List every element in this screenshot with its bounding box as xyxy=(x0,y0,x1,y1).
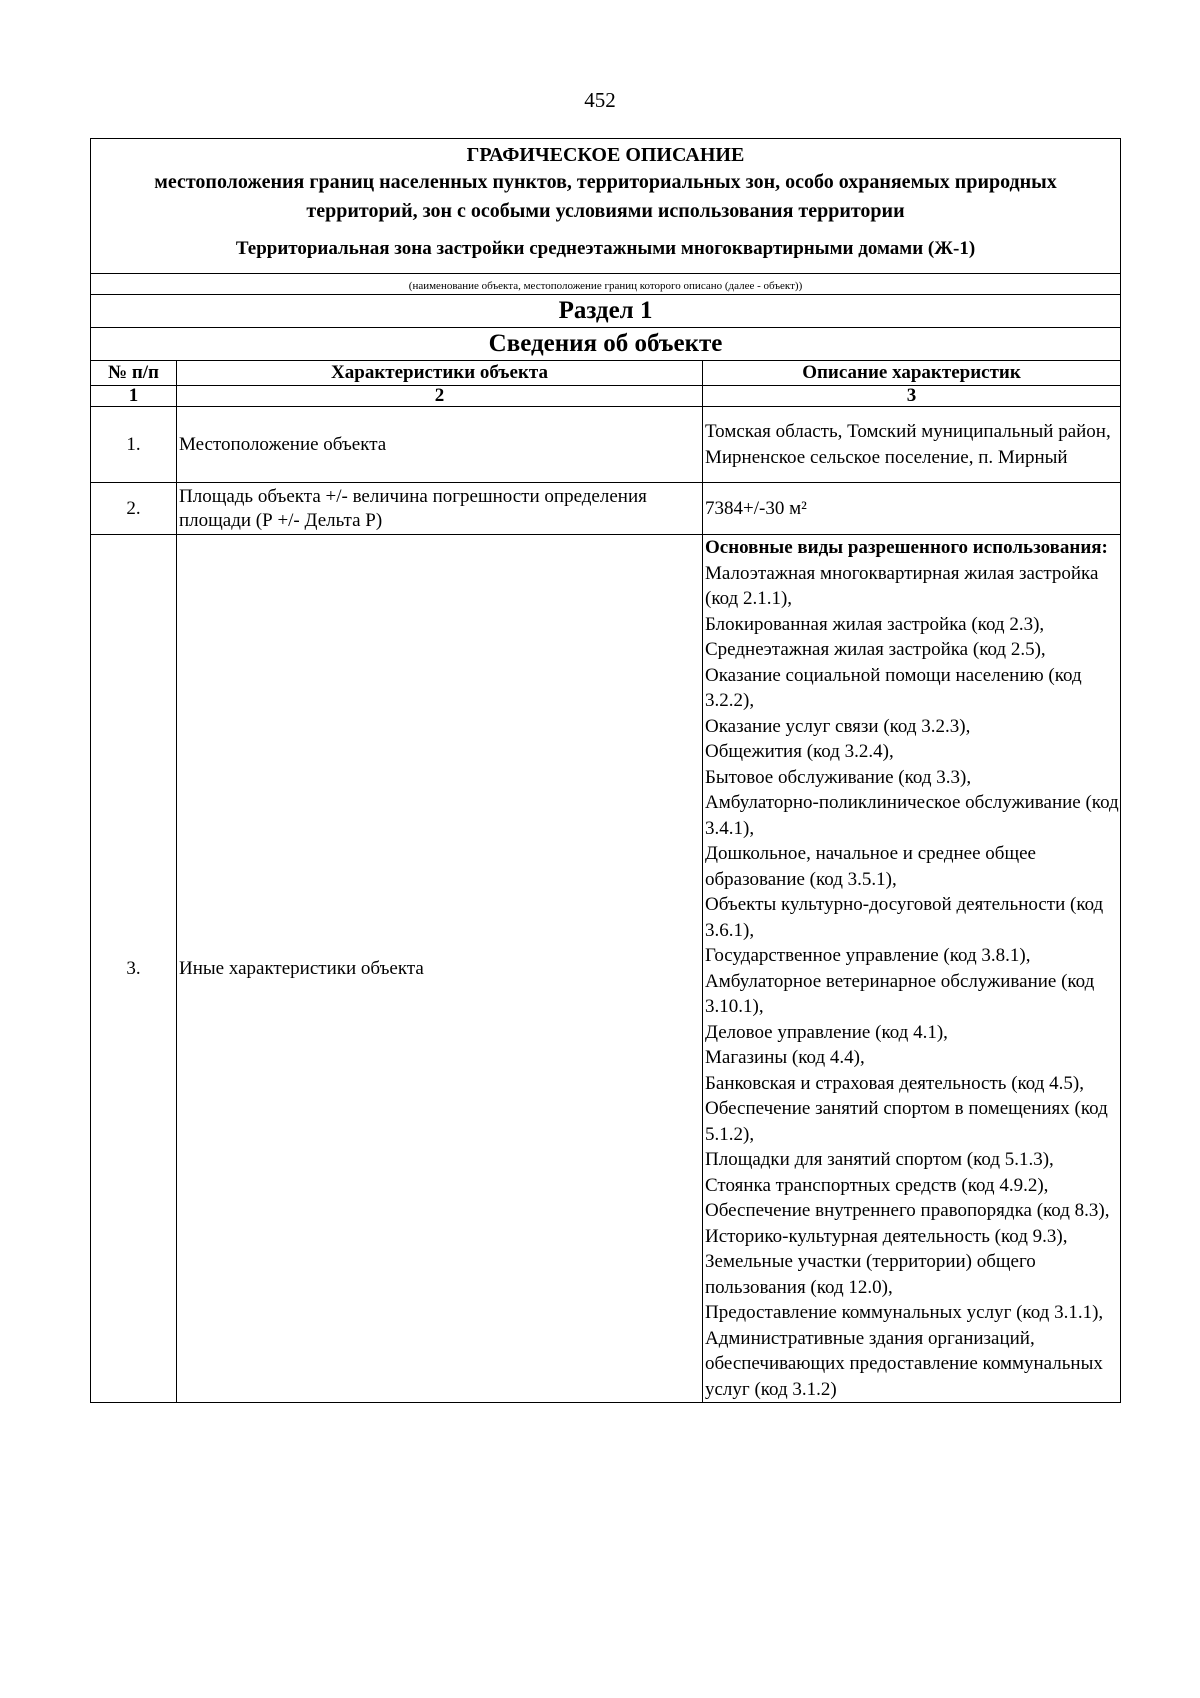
permitted-use-item: Историко-культурная деятельность (код 9.3), xyxy=(705,1225,1068,1247)
column-number-2: 2 xyxy=(177,386,703,407)
row-number: 2. xyxy=(91,483,177,535)
permitted-use-item: Бытовое обслуживание (код 3.3), xyxy=(705,766,972,788)
section-title: Сведения об объекте xyxy=(91,328,1121,361)
column-header-characteristic: Характеристики объекта xyxy=(177,361,703,386)
permitted-use-item: Среднеэтажная жилая застройка (код 2.5), xyxy=(705,639,1046,660)
description-table xyxy=(90,138,1121,1403)
permitted-use-item: Оказание социальной помощи населению (код 3.2.2), xyxy=(705,664,1082,711)
page-number: 452 xyxy=(584,88,616,112)
object-caption: (наименование объекта, местоположение границ которого описано (далее - объект)) xyxy=(91,277,1121,295)
caption-row xyxy=(91,277,1121,295)
permitted-use-item: Предоставление коммунальных услуг (код 3.1.1), xyxy=(705,1302,1104,1323)
header-row xyxy=(91,139,1121,274)
permitted-uses-heading: Основные виды разрешенного использования: xyxy=(705,537,1108,558)
document-header xyxy=(91,139,1121,274)
column-number-3: 3 xyxy=(703,386,1121,407)
permitted-use-item: Магазины (код 4.4), xyxy=(705,1047,865,1068)
row-description: 7384+/-30 м² xyxy=(703,483,1121,535)
section-title-row xyxy=(91,328,1121,361)
row-number: 1. xyxy=(91,407,177,483)
document-title: ГРАФИЧЕСКОЕ ОПИСАНИЕ xyxy=(466,144,745,166)
permitted-use-item: Дошкольное, начальное и среднее общее образование (код 3.5.1), xyxy=(705,843,1036,890)
permitted-use-item: Малоэтажная многоквартирная жилая застройка (код 2.1.1), xyxy=(705,562,1099,609)
permitted-use-item: Государственное управление (код 3.8.1), xyxy=(705,945,1031,966)
permitted-use-item: Стоянка транспортных средств (код 4.9.2), xyxy=(705,1174,1049,1196)
table-row xyxy=(91,407,1121,483)
permitted-use-item: Блокированная жилая застройка (код 2.3), xyxy=(705,613,1045,635)
row-description: Томская область, Томский муниципальный район, Мирненское сельское поселение, п. Мирный xyxy=(703,407,1121,483)
permitted-use-item: Обеспечение занятий спортом в помещениях (код 5.1.2), xyxy=(705,1098,1108,1145)
document-subtitle: местоположения границ населенных пунктов, территориальных зон, особо охраняемых природных территорий, зон с особыми условиями использования территории xyxy=(154,171,1057,222)
row-characteristic: Местоположение объекта xyxy=(177,407,703,483)
row-number: 3. xyxy=(91,535,177,1403)
permitted-uses-list xyxy=(705,561,1119,1403)
permitted-use-item: Банковская и страховая деятельность (код 4.5), xyxy=(705,1072,1084,1094)
row-characteristic: Иные характеристики объекта xyxy=(177,535,703,1403)
table-row xyxy=(91,483,1121,535)
column-number-row xyxy=(91,386,1121,407)
permitted-use-item: Земельные участки (территории) общего пользования (код 12.0), xyxy=(705,1251,1036,1298)
row-characteristic: Площадь объекта +/- величина погрешности определения площади (Р +/- Дельта Р) xyxy=(177,483,703,535)
row-description xyxy=(703,535,1121,1403)
permitted-use-item: Амбулаторное ветеринарное обслуживание (код 3.10.1), xyxy=(705,970,1095,1017)
column-header-description: Описание характеристик xyxy=(703,361,1121,386)
permitted-use-item: Площадки для занятий спортом (код 5.1.3), xyxy=(705,1149,1054,1170)
section-label: Раздел 1 xyxy=(91,295,1121,328)
permitted-use-item: Объекты культурно-досуговой деятельности (код 3.6.1), xyxy=(705,894,1104,941)
permitted-use-item: Амбулаторно-поликлиническое обслуживание (код 3.4.1), xyxy=(705,792,1119,839)
permitted-use-item: Административные здания организаций, обеспечивающих предоставление коммунальных услуг (код 3.1.2) xyxy=(705,1327,1103,1400)
zone-name: Территориальная зона застройки среднеэтажными многоквартирными домами (Ж-1) xyxy=(235,238,976,259)
table-row xyxy=(91,535,1121,1403)
permitted-use-item: Общежития (код 3.2.4), xyxy=(705,741,894,762)
column-header-number: № п/п xyxy=(91,361,177,386)
column-header-row xyxy=(91,361,1121,386)
column-number-1: 1 xyxy=(91,386,177,407)
permitted-use-item: Оказание услуг связи (код 3.2.3), xyxy=(705,715,971,737)
permitted-use-item: Деловое управление (код 4.1), xyxy=(705,1021,948,1043)
section-label-row xyxy=(91,295,1121,328)
permitted-use-item: Обеспечение внутреннего правопорядка (код 8.3), xyxy=(705,1200,1110,1221)
